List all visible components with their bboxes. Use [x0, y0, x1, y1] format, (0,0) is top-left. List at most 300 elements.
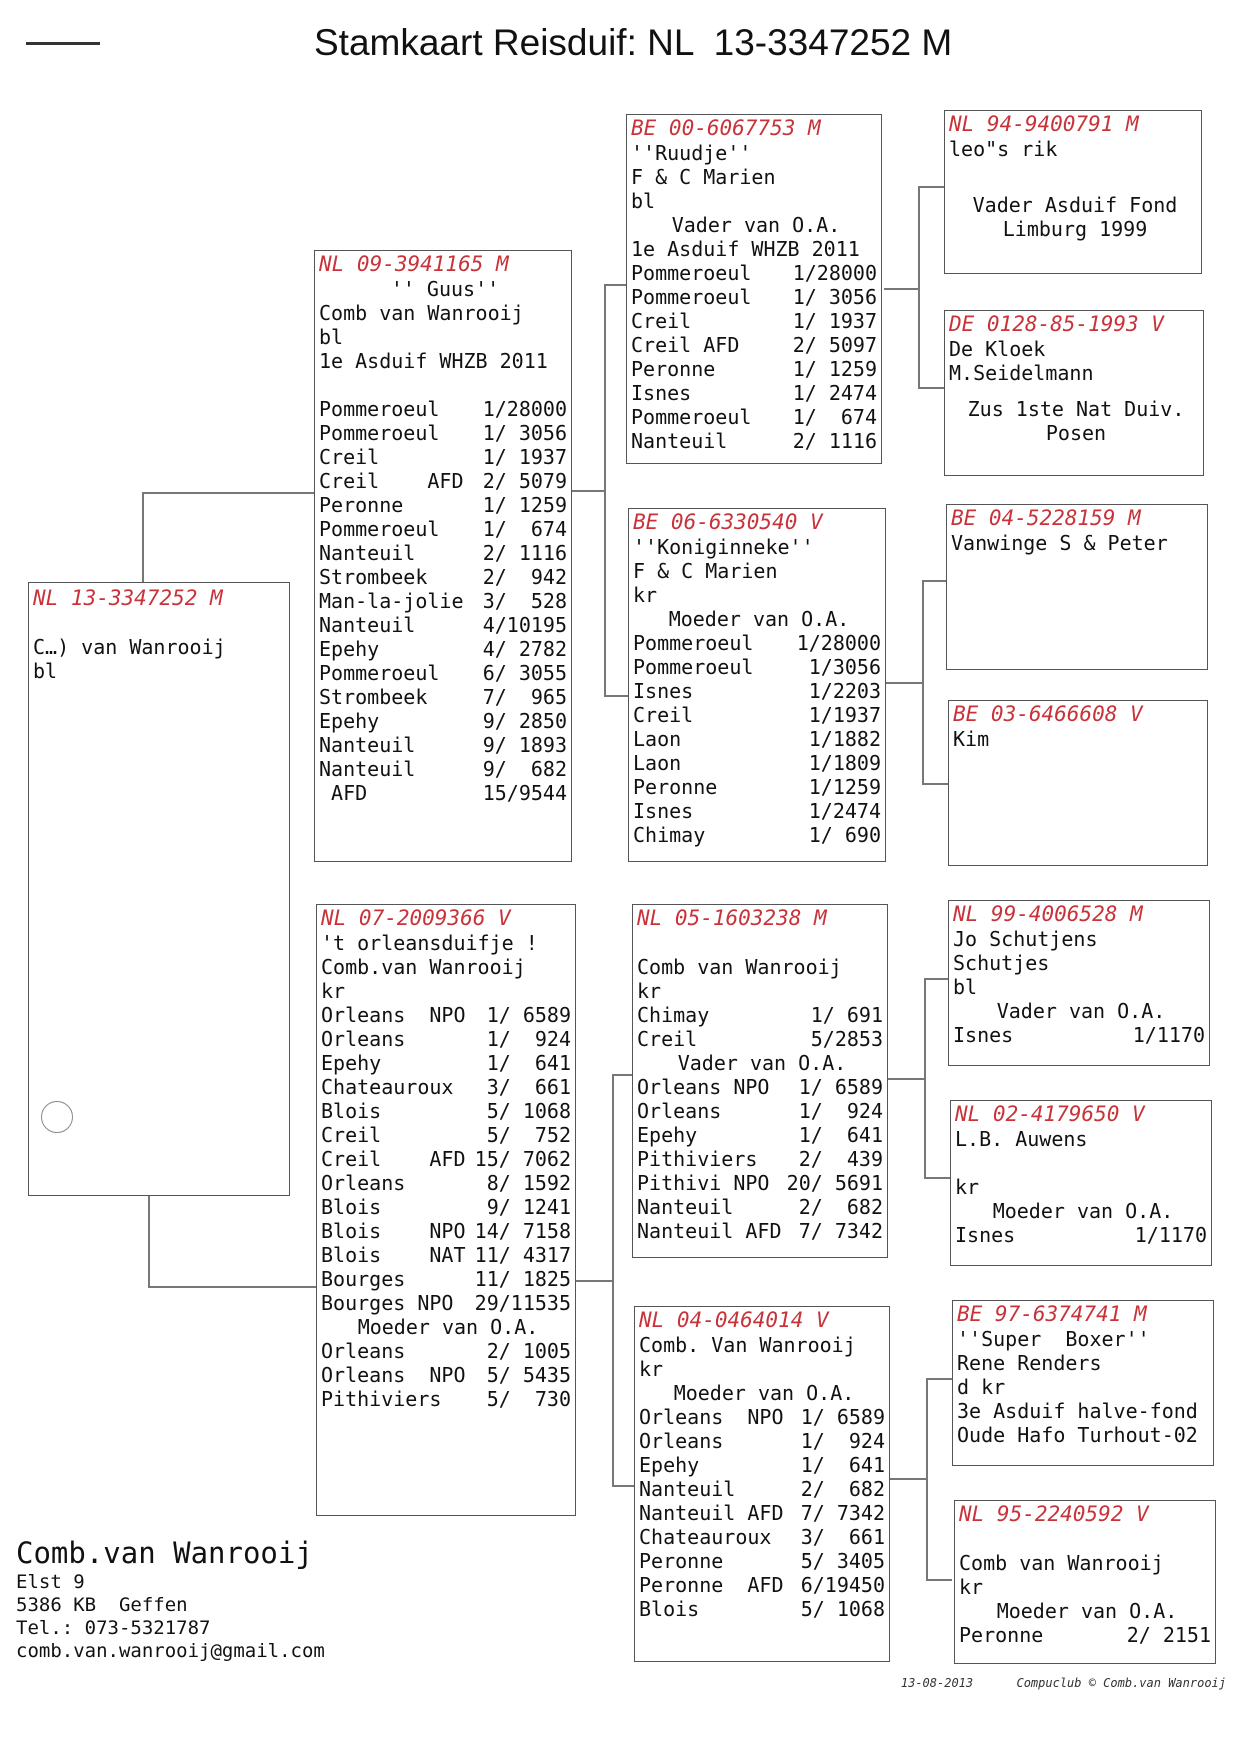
race-name: AFD: [319, 781, 368, 805]
title-line: Oude Hafo Turhout-02: [957, 1423, 1198, 1447]
note-line: Limburg 1999: [1002, 217, 1148, 241]
race-result: 5/ 3405: [800, 1549, 885, 1573]
result-row: [317, 1339, 575, 1363]
race-result: 2/ 682: [800, 1477, 885, 1501]
race-result: 7/ 7342: [800, 1501, 885, 1525]
race-name: Laon: [633, 751, 682, 775]
result-row: [315, 757, 571, 781]
race-result: 6/ 3055: [482, 661, 567, 685]
race-result: 5/ 1068: [800, 1597, 885, 1621]
result-row: [629, 751, 885, 775]
connector: [926, 1378, 952, 1380]
race-result: 1/28000: [792, 261, 877, 285]
connector: [890, 1478, 928, 1480]
result-row: [629, 703, 885, 727]
race-name: Chateauroux: [321, 1075, 454, 1099]
result-row: [635, 1405, 889, 1429]
race-name: Creil: [321, 1123, 382, 1147]
phone-line: Tel.: 073-5321787: [16, 1617, 211, 1639]
result-row: [317, 1123, 575, 1147]
footer: [901, 1676, 1226, 1690]
ring-number: BE 04-5228159 M: [951, 506, 1141, 530]
owner-line: C…) van Wanrooij: [33, 635, 226, 659]
race-result: 5/ 752: [486, 1123, 571, 1147]
result-row: [315, 445, 571, 469]
connector: [924, 1177, 950, 1179]
race-result: 1/28000: [796, 631, 881, 655]
ring-number: BE 03-6466608 V: [953, 702, 1143, 726]
result-row: [629, 823, 885, 847]
race-name: Pommeroeul: [633, 631, 754, 655]
connector: [926, 1378, 928, 1580]
race-name: Isnes: [633, 679, 694, 703]
result-row: [317, 1099, 575, 1123]
race-name: Laon: [633, 727, 682, 751]
color-line: bl: [953, 975, 978, 999]
race-result: 1/3056: [808, 655, 881, 679]
result-row: [315, 397, 571, 421]
result-row: [317, 1027, 575, 1051]
race-name: Chateauroux: [639, 1525, 772, 1549]
results-list: [317, 1003, 575, 1315]
race-name: Creil: [631, 309, 692, 333]
race-result: 9/ 2850: [482, 709, 567, 733]
owner-block: [16, 1535, 325, 1663]
race-result: 4/10195: [482, 613, 567, 637]
address-line: Elst 9: [16, 1571, 85, 1593]
connector: [604, 284, 606, 696]
race-name: Epehy: [637, 1123, 698, 1147]
connector: [886, 682, 922, 684]
connector: [918, 387, 944, 389]
owner-line: Comb van Wanrooij: [959, 1551, 1164, 1575]
race-result: 1/ 924: [798, 1099, 883, 1123]
race-name: Blois NPO: [321, 1219, 466, 1243]
result-row: [317, 1195, 575, 1219]
address-line: 5386 KB Geffen: [16, 1594, 188, 1616]
race-name: Pommeroeul: [319, 397, 440, 421]
race-result: 2/ 1116: [792, 429, 877, 453]
result-row: [315, 781, 571, 805]
ring-number: BE 97-6374741 M: [957, 1302, 1147, 1326]
page-title: Stamkaart Reisduif: NL 13-3347252 M: [314, 22, 953, 63]
ring-number: NL 95-2240592 V: [959, 1502, 1149, 1526]
result-row: [317, 1147, 575, 1171]
result-row: [627, 405, 881, 429]
race-name: Isnes: [631, 381, 692, 405]
race-name: Epehy: [639, 1453, 700, 1477]
pigeon-name: ''Koniginneke'': [633, 535, 814, 559]
result-row: [629, 679, 885, 703]
note-line: Moeder van O.A.: [668, 607, 850, 631]
connector: [918, 186, 944, 188]
sire-dam-box: [628, 508, 886, 862]
result-row: [315, 469, 571, 493]
connector: [926, 1579, 952, 1581]
ring-number: BE 00-6067753 M: [631, 116, 821, 140]
header-rule: [26, 42, 100, 45]
ring-number: NL 07-2009366 V: [321, 906, 511, 930]
race-name: Peronne AFD: [639, 1573, 784, 1597]
race-result: 1/ 690: [808, 823, 881, 847]
race-name: Strombeek: [319, 565, 428, 589]
result-row: [633, 1219, 887, 1243]
result-row: [635, 1453, 889, 1477]
race-result: 7/ 7342: [798, 1219, 883, 1243]
race-result: 5/2853: [810, 1027, 883, 1051]
race-name: Creil: [633, 703, 694, 727]
title-line: 1e Asduif WHZB 2011: [319, 349, 548, 373]
race-name: Blois NAT: [321, 1243, 466, 1267]
dam-box: [316, 904, 576, 1516]
connector: [918, 186, 920, 388]
result-row: [627, 357, 881, 381]
owner-line: M.Seidelmann: [949, 361, 1094, 385]
race-result: 1/ 1937: [482, 445, 567, 469]
race-result: 3/ 528: [482, 589, 567, 613]
race-result: 1/ 6589: [798, 1075, 883, 1099]
result-row: [627, 381, 881, 405]
race-name: Creil: [319, 445, 380, 469]
sire-sire-box: [626, 114, 882, 464]
pigeon-name: '' Guus'': [390, 277, 500, 301]
connector: [142, 492, 314, 494]
color-line: d kr: [957, 1375, 1006, 1399]
connector: [612, 1074, 632, 1076]
race-result: 2/ 1116: [482, 541, 567, 565]
race-name: Pommeroeul: [319, 517, 440, 541]
race-name: Nanteuil: [319, 613, 416, 637]
result-row: [315, 709, 571, 733]
owner-line: Comb. Van Wanrooij: [639, 1333, 856, 1357]
owner-line: F & C Marien: [631, 165, 776, 189]
connector: [604, 695, 628, 697]
pigeon-name: 't orleansduifje !: [321, 931, 538, 955]
race-name: Blois: [321, 1195, 382, 1219]
race-name: Isnes: [633, 799, 694, 823]
results-list: [629, 631, 885, 847]
race-name: Peronne: [639, 1549, 724, 1573]
result-row: [633, 1171, 887, 1195]
race-result: 2/ 5079: [482, 469, 567, 493]
results-list: [635, 1405, 889, 1621]
race-result: 1/ 1937: [792, 309, 877, 333]
connector: [888, 1078, 924, 1080]
note-line: Moeder van O.A.: [992, 1199, 1174, 1223]
result-row: [629, 799, 885, 823]
race-name: Creil AFD: [321, 1147, 466, 1171]
connector: [924, 978, 948, 980]
connector: [612, 1485, 634, 1487]
ssd-box: [944, 310, 1204, 476]
race-result: 1/ 674: [792, 405, 877, 429]
owner-line: F & C Marien: [633, 559, 778, 583]
punch-hole: [41, 1101, 73, 1133]
note-line: Moeder van O.A.: [673, 1381, 855, 1405]
ddd-box: [954, 1500, 1216, 1664]
race-result: 1/ 2474: [792, 381, 877, 405]
connector: [148, 1286, 316, 1288]
race-result: 11/ 1825: [474, 1267, 571, 1291]
owner-line: L.B. Auwens: [955, 1127, 1088, 1151]
result-row: [315, 565, 571, 589]
owner-line: Comb van Wanrooij: [637, 955, 842, 979]
race-result: 1/ 3056: [482, 421, 567, 445]
result-row: [317, 1387, 575, 1411]
race-result: 7/ 965: [482, 685, 567, 709]
race-result: 8/ 1592: [486, 1171, 571, 1195]
owner-line: Comb.van Wanrooij: [321, 955, 526, 979]
race-result: 1/2203: [808, 679, 881, 703]
race-name: Bourges: [321, 1267, 406, 1291]
result-row: [633, 1123, 887, 1147]
race-name: Orleans NPO: [321, 1363, 466, 1387]
color-line: kr: [955, 1175, 980, 1199]
race-name: Nanteuil: [319, 757, 416, 781]
note-line: Moeder van O.A.: [996, 1599, 1178, 1623]
result-row: [627, 285, 881, 309]
result-row: [315, 493, 571, 517]
race-result: 1/1937: [808, 703, 881, 727]
dam-dam-box: [634, 1306, 890, 1662]
ring-number: NL 99-4006528 M: [953, 902, 1143, 926]
race-name: Blois: [639, 1597, 700, 1621]
race-result: 1/ 641: [798, 1123, 883, 1147]
race-result: 1/ 924: [800, 1429, 885, 1453]
race-name: Orleans: [637, 1099, 722, 1123]
result-row: [317, 1243, 575, 1267]
connector: [576, 1280, 612, 1282]
race-result: 1/ 674: [482, 517, 567, 541]
race-name: Blois: [321, 1099, 382, 1123]
pigeon-name: leo"s rik: [949, 137, 1058, 161]
ring-number: NL 04-0464014 V: [639, 1308, 829, 1332]
race-name: Creil AFD: [631, 333, 740, 357]
owner-line: Schutjes: [953, 951, 1050, 975]
owner-line: Rene Renders: [957, 1351, 1102, 1375]
owner-line: Comb van Wanrooij: [319, 301, 524, 325]
result-row: [633, 1075, 887, 1099]
email-line: comb.van.wanrooij@gmail.com: [16, 1640, 325, 1662]
race-result: 1/ 6589: [486, 1003, 571, 1027]
pigeon-name: Kim: [953, 727, 990, 751]
race-result: 9/ 1241: [486, 1195, 571, 1219]
result-row: [635, 1477, 889, 1501]
result-row: [317, 1171, 575, 1195]
sire-box: [314, 250, 572, 862]
sds-box: [946, 504, 1208, 670]
result-row: [629, 631, 885, 655]
result-row: [627, 429, 881, 453]
race-name: Orleans: [321, 1339, 406, 1363]
result-row: [633, 1147, 887, 1171]
ring-number: NL 05-1603238 M: [637, 906, 827, 930]
results-list: [633, 1003, 887, 1051]
result-row: Isnes 1/1170: [953, 1023, 1205, 1047]
result-row: [317, 1075, 575, 1099]
ring-number: BE 06-6330540 V: [633, 510, 823, 534]
dam-sire-box: [632, 904, 888, 1258]
color-line: kr: [959, 1575, 984, 1599]
race-name: Epehy: [319, 637, 380, 661]
result-row: [315, 541, 571, 565]
race-result: 1/ 924: [486, 1027, 571, 1051]
color-line: bl: [631, 189, 656, 213]
race-name: Nanteuil: [319, 733, 416, 757]
race-name: Strombeek: [319, 685, 428, 709]
race-result: 3/ 661: [800, 1525, 885, 1549]
race-name: Orleans NPO: [639, 1405, 784, 1429]
result-row: [629, 775, 885, 799]
race-name: Pommeroeul: [631, 285, 752, 309]
race-result: 3/ 661: [486, 1075, 571, 1099]
race-name: Pommeroeul: [319, 421, 440, 445]
color-line: kr: [639, 1357, 664, 1381]
race-result: 1/2474: [808, 799, 881, 823]
connector: [612, 1074, 614, 1486]
result-row: [315, 637, 571, 661]
color-line: kr: [633, 583, 658, 607]
note-line: Vader van O.A.: [671, 213, 841, 237]
race-name: Pommeroeul: [631, 261, 752, 285]
result-row: [633, 1099, 887, 1123]
race-name: Pithivi NPO: [637, 1171, 770, 1195]
race-name: Pommeroeul: [631, 405, 752, 429]
race-result: 5/ 5435: [486, 1363, 571, 1387]
connector: [142, 492, 144, 582]
result-row: Isnes 1/1170: [955, 1223, 1207, 1247]
result-row: [627, 309, 881, 333]
result-row: [315, 589, 571, 613]
result-row: Peronne 2/ 2151: [959, 1623, 1211, 1647]
sss-box: [944, 110, 1202, 274]
result-row: [635, 1429, 889, 1453]
race-name: Chimay: [637, 1003, 710, 1027]
sdd-box: [948, 700, 1208, 866]
result-row: [627, 333, 881, 357]
connector: [572, 490, 606, 492]
result-row: [315, 613, 571, 637]
results-list: [317, 1339, 575, 1411]
race-name: Peronne: [319, 493, 404, 517]
race-name: Nanteuil AFD: [637, 1219, 782, 1243]
footer-credit: Compuclub © Comb.van Wanrooij: [1016, 1676, 1226, 1690]
race-name: Orleans: [321, 1171, 406, 1195]
race-name: Nanteuil AFD: [639, 1501, 784, 1525]
result-row: [315, 733, 571, 757]
results-list: [315, 397, 571, 805]
race-name: Nanteuil: [637, 1195, 734, 1219]
race-name: Orleans NPO: [321, 1003, 466, 1027]
race-name: Pommeroeul: [633, 655, 754, 679]
race-result: 29/11535: [474, 1291, 571, 1315]
race-result: 9/ 1893: [482, 733, 567, 757]
race-name: Orleans NPO: [637, 1075, 770, 1099]
race-name: Epehy: [321, 1051, 382, 1075]
title-line: 3e Asduif halve-fond: [957, 1399, 1198, 1423]
race-name: Peronne: [631, 357, 716, 381]
result-row: [317, 1003, 575, 1027]
note-line: Vader Asduif Fond: [972, 193, 1178, 217]
race-result: 2/ 439: [798, 1147, 883, 1171]
note-line: Moeder van O.A.: [357, 1315, 539, 1339]
result-row: [635, 1597, 889, 1621]
race-result: 20/ 5691: [786, 1171, 883, 1195]
result-row: [629, 655, 885, 679]
race-name: Pommeroeul: [319, 661, 440, 685]
results-list: [627, 261, 881, 453]
connector: [148, 1195, 150, 1287]
connector: [884, 288, 920, 290]
color-line: kr: [321, 979, 346, 1003]
note-line: Zus 1ste Nat Duiv.: [967, 397, 1185, 421]
race-result: 4/ 2782: [482, 637, 567, 661]
connector: [922, 783, 948, 785]
race-result: 1/1809: [808, 751, 881, 775]
race-result: 1/28000: [482, 397, 567, 421]
race-name: Epehy: [319, 709, 380, 733]
ring-number: DE 0128-85-1993 V: [949, 312, 1164, 336]
result-row: [633, 1195, 887, 1219]
connector: [922, 580, 924, 784]
connector: [922, 580, 946, 582]
race-result: 6/19450: [800, 1573, 885, 1597]
race-result: 1/ 6589: [800, 1405, 885, 1429]
race-result: 1/1882: [808, 727, 881, 751]
result-row: [317, 1291, 575, 1315]
ring-number: NL 02-4179650 V: [955, 1102, 1145, 1126]
result-row: [317, 1363, 575, 1387]
result-row: [315, 517, 571, 541]
race-result: 14/ 7158: [474, 1219, 571, 1243]
result-row: [317, 1051, 575, 1075]
race-result: 1/ 641: [486, 1051, 571, 1075]
title-line: 1e Asduif WHZB 2011: [631, 237, 860, 261]
pigeon-name: De Kloek: [949, 337, 1046, 361]
pigeon-name: ''Super Boxer'': [957, 1327, 1150, 1351]
color-line: kr: [637, 979, 662, 1003]
race-result: 1/ 641: [800, 1453, 885, 1477]
race-result: 1/1259: [808, 775, 881, 799]
result-row: [627, 261, 881, 285]
race-result: 15/9544: [482, 781, 567, 805]
result-row: [315, 685, 571, 709]
race-name: Peronne: [633, 775, 718, 799]
result-row: [315, 661, 571, 685]
race-result: 11/ 4317: [474, 1243, 571, 1267]
race-name: Creil: [637, 1027, 698, 1051]
race-name: Nanteuil: [639, 1477, 736, 1501]
connector: [604, 284, 626, 286]
color-line: bl: [33, 659, 58, 683]
result-row: [317, 1267, 575, 1291]
result-row: [635, 1549, 889, 1573]
race-name: Pithiviers: [321, 1387, 442, 1411]
race-result: 9/ 682: [482, 757, 567, 781]
ring-number: NL 13-3347252 M: [33, 586, 223, 610]
result-row: [633, 1027, 887, 1051]
result-row: [315, 421, 571, 445]
race-result: 1/ 1259: [792, 357, 877, 381]
result-row: [635, 1525, 889, 1549]
race-name: Bourges NPO: [321, 1291, 454, 1315]
race-name: Orleans: [639, 1429, 724, 1453]
dsd-box: [950, 1100, 1212, 1266]
race-name: Nanteuil: [631, 429, 728, 453]
result-row: [635, 1501, 889, 1525]
result-row: [633, 1003, 887, 1027]
color-line: bl: [319, 325, 344, 349]
